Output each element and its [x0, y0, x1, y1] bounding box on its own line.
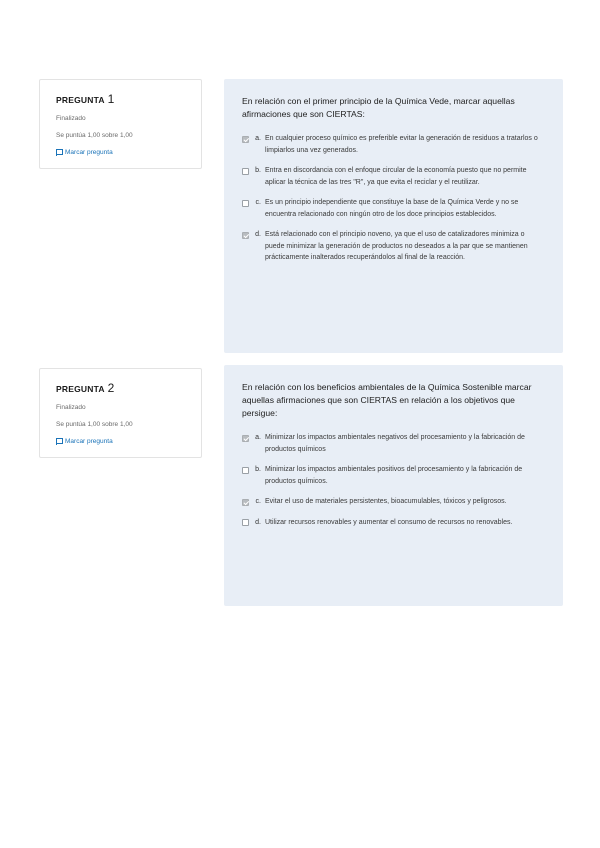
question-2-info	[39, 368, 202, 458]
question-label: PREGUNTA	[56, 95, 105, 105]
answer-letter: c.	[255, 199, 261, 206]
answer-letter: b.	[255, 466, 261, 473]
question-number: 2	[107, 381, 115, 395]
answer-checkbox[interactable]	[242, 168, 249, 175]
question-1-answer-c[interactable]	[242, 197, 545, 220]
question-1-answer-d[interactable]	[242, 229, 545, 264]
question-1-state: Finalizado	[56, 115, 86, 122]
answer-checkbox[interactable]	[242, 136, 249, 143]
answer-text: Está relacionado con el principio noveno, ya que el uso de catalizadores minimiza o puede minimizar la generación de productos no deseados a la par que se mantienen prácticamente inalterados recuperándolos al final de la reacción.	[265, 231, 528, 261]
question-label: PREGUNTA	[56, 384, 105, 394]
question-2-grade: Se puntúa 1,00 sobre 1,00	[56, 421, 133, 428]
answer-checkbox[interactable]	[242, 232, 249, 239]
answer-letter: d.	[255, 518, 261, 526]
answer-text: Minimizar los impactos ambientales negativos del procesamiento y la fabricación de productos químicos	[265, 434, 525, 453]
question-2-content	[224, 365, 563, 606]
answer-checkbox[interactable]	[242, 519, 249, 526]
answer-checkbox[interactable]	[242, 200, 249, 207]
question-2-answer-d[interactable]	[242, 517, 545, 529]
answer-checkbox[interactable]	[242, 435, 249, 442]
answer-checkbox[interactable]	[242, 499, 249, 506]
question-1-flag-link[interactable]	[56, 149, 186, 156]
answer-letter: b.	[255, 167, 261, 174]
answer-letter: c.	[255, 498, 261, 505]
answer-text: Utilizar recursos renovables y aumentar el consumo de recursos no renovables.	[265, 518, 513, 526]
answer-letter: a.	[255, 434, 261, 441]
answer-text: En cualquier proceso químico es preferible evitar la generación de residuos a tratarlos o limpiarlos una vez generados.	[265, 135, 538, 154]
question-2-text: En relación con los beneficios ambientales de la Química Sostenible marcar aquellas afirmaciones que son CIERTAS en relación a los objetivos que persigue:	[242, 382, 532, 418]
flag-label: Marcar pregunta	[65, 438, 113, 445]
question-2-answer-b[interactable]	[242, 464, 545, 487]
question-1-answer-b[interactable]	[242, 165, 545, 188]
answer-text: Minimizar los impactos ambientales positivos del procesamiento y la fabricación de productos químicos.	[265, 466, 523, 485]
question-1-content	[224, 79, 563, 353]
question-2-state: Finalizado	[56, 404, 86, 411]
question-1-text: En relación con el primer principio de la Química Vede, marcar aquellas afirmaciones que son CIERTAS:	[242, 96, 515, 119]
answer-checkbox[interactable]	[242, 467, 249, 474]
question-2-flag-link[interactable]	[56, 438, 186, 445]
answer-text: Evitar el uso de materiales persistentes, bioacumulables, tóxicos y peligrosos.	[265, 498, 507, 505]
question-2-title	[56, 381, 186, 395]
flag-icon	[56, 149, 62, 156]
flag-label: Marcar pregunta	[65, 149, 113, 156]
answer-text: Es un principio independiente que constituye la base de la Química Verde y no se encuentra relacionado con ningún otro de los doce principios establecidos.	[265, 199, 519, 218]
answer-text: Entra en discordancia con el enfoque circular de la economía puesto que no permite aplicar la técnica de las tres "R", ya que evita el reciclar y el reutilizar.	[265, 167, 527, 186]
flag-icon	[56, 438, 62, 445]
question-2-answer-a[interactable]	[242, 432, 545, 455]
question-1-answer-a[interactable]	[242, 133, 545, 156]
question-number: 1	[107, 92, 115, 106]
answer-letter: d.	[255, 231, 261, 238]
question-2-answer-c[interactable]	[242, 496, 545, 508]
question-1-info	[39, 79, 202, 169]
question-1-title	[56, 92, 186, 106]
answer-letter: a.	[255, 135, 261, 142]
question-1-grade: Se puntúa 1,00 sobre 1,00	[56, 132, 133, 139]
